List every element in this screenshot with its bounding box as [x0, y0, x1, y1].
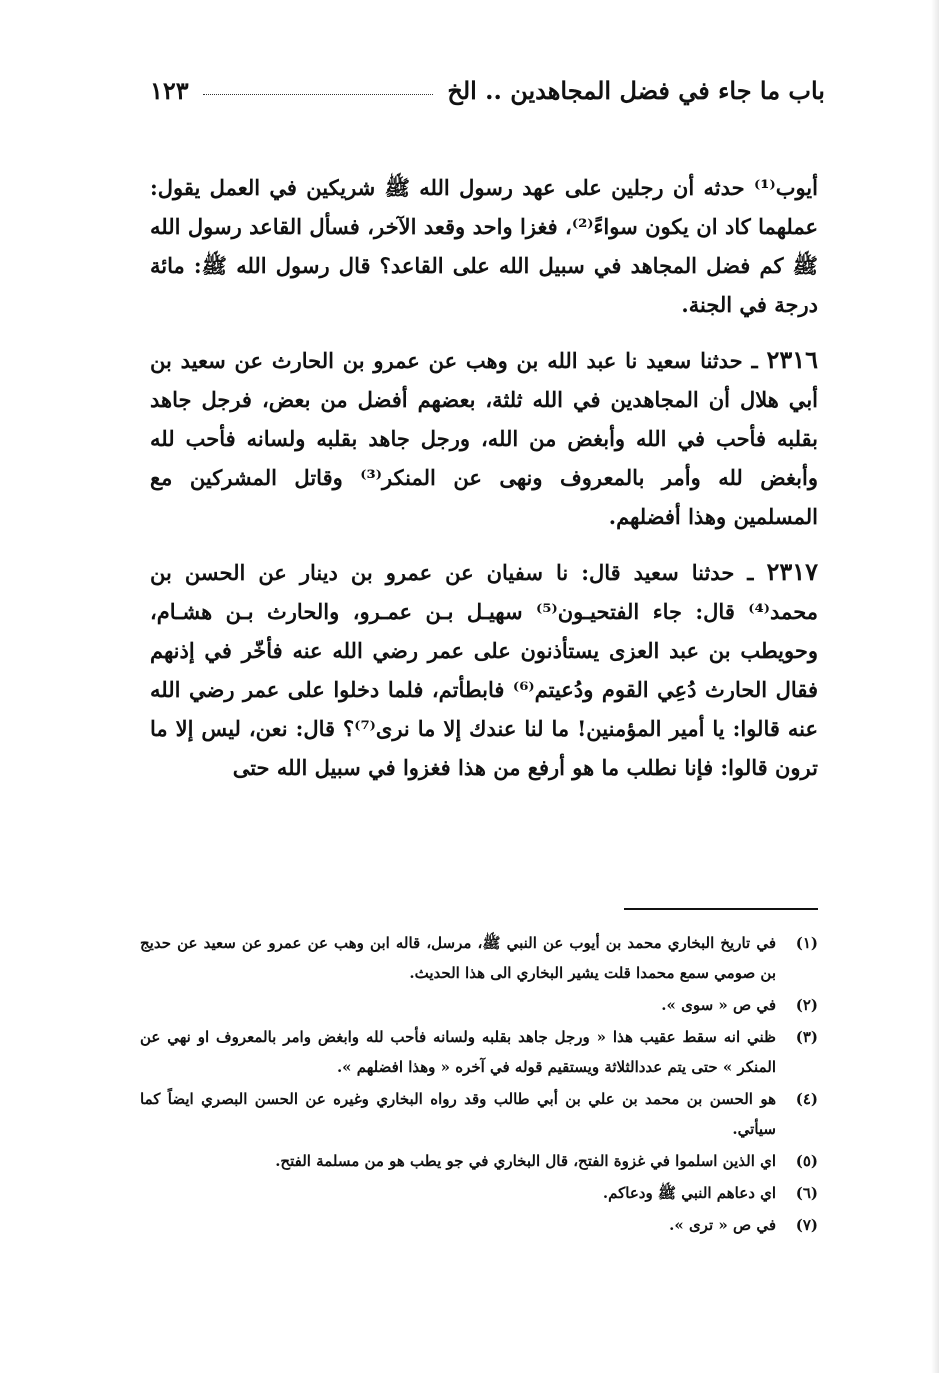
footnote — [140, 1084, 818, 1144]
page-number: ١٢٣ — [150, 75, 189, 105]
footnote — [140, 1022, 818, 1082]
footnote-text: في تاريخ البخاري محمد بن أيوب عن النبي ﷺ، مرسل، قاله ابن وهب عن عمرو عن سعيد عن حديج بن صومي سمع محمدا قلت يشير البخاري الى هذا الحديث. — [140, 934, 776, 982]
footnote-text: في ص « سوى ». — [661, 996, 776, 1014]
footnote-number: (١) — [795, 934, 818, 952]
hadith-text: ـ حدثنا سعيد قال: نا سفيان عن عمرو بن دينار عن الحسن بن محمد⁽⁴⁾ قال: جاء الفتحيـون⁽⁵⁾ سهيـل بـن عمـرو، والحارث بـن هشـام، وحويطب بن عبد العزى يستأذنون على عمر رضي الله عنه فأخّر في إذنهم فقال الحارث دُعِي القوم ودُعيتم⁽⁶⁾ فابطأتم، فلما دخلوا على عمر رضي الله عنه قالوا: يا أمير المؤمنين! ما لنا عندك إلا ما نرى⁽⁷⁾؟ قال: نعن، ليس إلا ما ترون قالوا: فإنا نطلب ما هو أرفع من هذا فغزوا في سبيل الله حتى — [150, 560, 819, 780]
footnote — [140, 1146, 818, 1176]
footnote — [140, 990, 818, 1020]
footnote-number: (٢) — [795, 996, 818, 1014]
footnote-text: اي دعاهم النبي ﷺ ودعاكم. — [602, 1184, 776, 1202]
footnote-text: في ص « ترى ». — [669, 1216, 776, 1234]
hadith-number: ٢٣١٧ — [766, 557, 819, 586]
running-header — [150, 70, 825, 110]
paragraph-continuation: أيوب⁽¹⁾ حدثه أن رجلين على عهد رسول الله ﷺ شريكين في العمل يقول: عملهما كاد ان يكون سواءً⁽²⁾، فغزا واحد وقعد الآخر، فسأل القاعد رسول الله ﷺ كم فضل المجاهد في سبيل الله على القاعد؟ قال رسول الله ﷺ: مائة درجة في الجنة. — [150, 175, 818, 317]
footnote — [140, 1210, 818, 1240]
footnote-number: (٤) — [795, 1090, 818, 1108]
page-edge-shadow — [931, 0, 939, 1373]
dotted-leader — [203, 94, 434, 95]
main-text — [150, 168, 818, 803]
footnote-separator — [624, 908, 818, 910]
chapter-title: باب ما جاء في فضل المجاهدين .. الخ — [447, 75, 825, 105]
hadith-2317 — [150, 552, 818, 787]
footnote-number: (٣) — [795, 1028, 818, 1046]
footnotes — [140, 928, 818, 1242]
hadith-text: ـ حدثنا سعيد نا عبد الله بن وهب عن عمرو بن الحارث عن سعيد بن أبي هلال أن المجاهدين في الله ثلثة، بعضهم أفضل من بعض، فرجل جاهد بقلبه فأحب في الله وأبغض من الله، ورجل جاهد بقلبه ولسانه فأحب لله وأبغض لله وأمر بالمعروف ونهى عن المنكر⁽³⁾ وقاتل المشركين مع المسلمين وهذا أفضلهم. — [150, 348, 818, 529]
footnote-number: (٥) — [795, 1152, 818, 1170]
footnote-text: هو الحسن بن محمد بن علي بن أبي طالب وقد رواه البخاري وغيره عن الحسن البصري ايضاً كما سيأتي. — [140, 1090, 776, 1138]
footnote — [140, 928, 818, 988]
hadith-2316 — [150, 340, 818, 536]
footnote-text: اي الذين اسلموا في غزوة الفتح، قال البخاري في جو يطب هو من مسلمة الفتح. — [275, 1152, 776, 1170]
footnote-number: (٦) — [795, 1184, 818, 1202]
hadith-number: ٢٣١٦ — [766, 345, 818, 374]
footnote-text: ظني انه سقط عقيب هذا « ورجل جاهد بقلبه ولسانه فأحب لله وابغض وامر بالمعروف او نهي عن المنكر » حتى يتم عددالثلاثة ويستقيم قوله في آخره « وهذا افضلهم ». — [140, 1028, 776, 1076]
footnote-number: (٧) — [795, 1216, 818, 1234]
footnote — [140, 1178, 818, 1208]
